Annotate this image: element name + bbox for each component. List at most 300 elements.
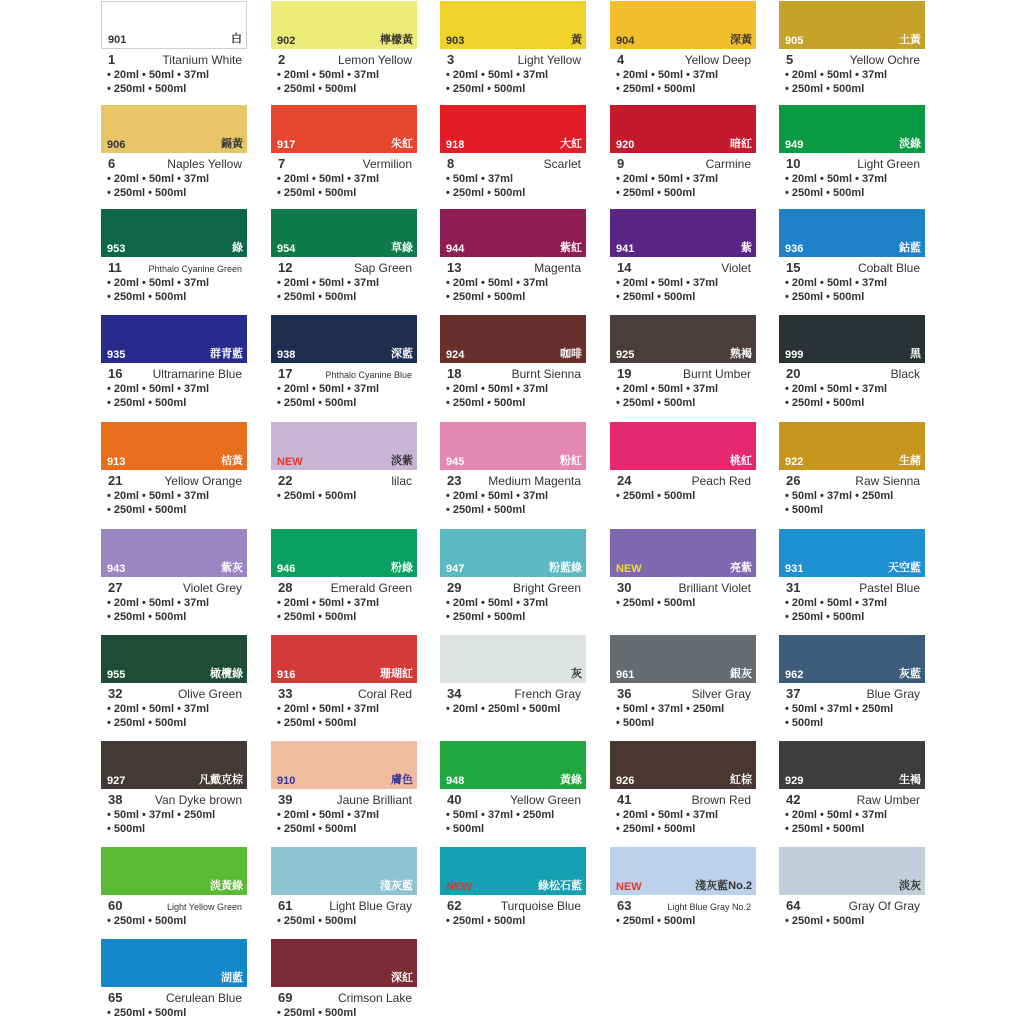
color-name: Light Green <box>857 157 920 171</box>
color-number: 63 <box>617 898 632 913</box>
color-code: 916 <box>277 669 296 681</box>
color-number: 40 <box>447 792 462 807</box>
color-item <box>271 741 417 835</box>
size-line: • 250ml • 500ml <box>446 397 526 409</box>
color-name: Burnt Sienna <box>511 367 581 381</box>
color-number: 33 <box>278 686 293 701</box>
size-options <box>107 808 247 836</box>
chinese-name: 群青藍 <box>210 348 243 360</box>
chinese-name: 橄欖綠 <box>210 668 243 680</box>
size-line: • 250ml • 500ml <box>446 504 526 516</box>
color-name: Gray Of Gray <box>848 899 920 913</box>
color-name: Burnt Umber <box>682 367 751 381</box>
color-swatch <box>271 847 417 895</box>
color-item <box>440 1 586 95</box>
size-options <box>446 276 586 304</box>
size-line: • 500ml <box>785 504 824 516</box>
size-line: • 250ml • 500ml <box>616 83 696 95</box>
size-line: • 20ml • 50ml • 37ml <box>107 597 210 609</box>
color-code: NEW <box>616 881 642 893</box>
size-line: • 250ml • 500ml <box>785 611 865 623</box>
color-item <box>440 422 586 516</box>
size-line: • 250ml • 500ml <box>446 611 526 623</box>
size-options <box>616 382 756 410</box>
color-swatch <box>271 209 417 257</box>
chinese-name: 灰 <box>571 668 582 680</box>
size-options <box>277 808 417 836</box>
color-number: 31 <box>786 580 801 595</box>
color-code: 962 <box>785 669 804 681</box>
color-number: 21 <box>108 473 123 488</box>
size-line: • 250ml • 500ml <box>616 397 696 409</box>
size-options <box>446 68 586 96</box>
color-number: 27 <box>108 580 123 595</box>
color-number: 34 <box>447 686 462 701</box>
color-item <box>271 209 417 303</box>
size-line: • 20ml • 50ml • 37ml <box>616 277 719 289</box>
size-options <box>107 1006 247 1020</box>
color-name: Sap Green <box>353 261 412 275</box>
size-line: • 250ml • 500ml <box>107 397 187 409</box>
color-code: 953 <box>107 243 126 255</box>
chinese-name: 凡戴克棕 <box>199 774 243 786</box>
chinese-name: 綠 <box>232 242 243 254</box>
size-options <box>277 596 417 624</box>
chinese-name: 土黃 <box>899 34 921 46</box>
color-name: Naples Yellow <box>167 157 242 171</box>
size-line: • 250ml • 500ml <box>616 490 696 502</box>
size-options <box>616 596 756 610</box>
chinese-name: 深藍 <box>391 348 413 360</box>
color-item <box>101 209 247 303</box>
size-line: • 250ml • 500ml <box>107 717 187 729</box>
color-code: NEW <box>616 563 642 575</box>
size-options <box>785 702 925 730</box>
size-line: • 250ml • 500ml <box>785 291 865 303</box>
size-line: • 20ml • 50ml • 37ml <box>107 69 210 81</box>
color-swatch <box>271 315 417 363</box>
size-options <box>785 596 925 624</box>
color-number: 24 <box>617 473 632 488</box>
color-code: 902 <box>277 35 296 47</box>
color-name: Brown Red <box>691 793 751 807</box>
color-swatch <box>610 635 756 683</box>
size-line: • 50ml • 37ml • 250ml <box>446 809 555 821</box>
size-options <box>277 914 417 928</box>
color-item <box>610 315 756 409</box>
color-swatch <box>779 315 925 363</box>
size-line: • 50ml • 37ml • 250ml <box>785 490 894 502</box>
color-code: 927 <box>107 775 126 787</box>
size-options <box>785 914 925 928</box>
color-name: Raw Umber <box>856 793 920 807</box>
color-number: 32 <box>108 686 123 701</box>
color-number: 3 <box>447 52 455 67</box>
color-name: Yellow Orange <box>164 474 242 488</box>
color-number: 19 <box>617 366 632 381</box>
color-swatch <box>440 635 586 683</box>
color-number: 18 <box>447 366 462 381</box>
color-swatch <box>779 1 925 49</box>
color-name: Medium Magenta <box>488 474 581 488</box>
color-name: Light Blue Gray No.2 <box>667 902 751 912</box>
color-name: Ultramarine Blue <box>152 367 242 381</box>
size-line: • 20ml • 50ml • 37ml <box>616 173 719 185</box>
size-line: • 250ml • 500ml <box>277 83 357 95</box>
size-options <box>616 172 756 200</box>
chinese-name: 紫灰 <box>221 562 243 574</box>
size-options <box>446 702 586 716</box>
chinese-name: 淺灰藍 <box>380 880 413 892</box>
size-line: • 20ml • 50ml • 37ml <box>446 277 549 289</box>
color-item <box>101 939 247 1019</box>
color-swatch <box>101 315 247 363</box>
color-name: Peach Red <box>691 474 751 488</box>
size-options <box>107 914 247 928</box>
color-name: Carmine <box>705 157 751 171</box>
color-code: 904 <box>616 35 635 47</box>
size-line: • 250ml • 500ml <box>616 823 696 835</box>
color-item <box>271 529 417 623</box>
color-name: Yellow Green <box>510 793 581 807</box>
color-swatch <box>101 209 247 257</box>
color-number: 1 <box>108 52 116 67</box>
color-item <box>779 105 925 199</box>
color-swatch <box>610 422 756 470</box>
size-line: • 250ml • 500ml <box>446 291 526 303</box>
size-options <box>107 489 247 517</box>
color-code: 961 <box>616 669 635 681</box>
chinese-name: 檸檬黃 <box>380 34 413 46</box>
color-number: 22 <box>278 473 293 488</box>
color-name: Pastel Blue <box>859 581 920 595</box>
color-swatch <box>440 422 586 470</box>
chinese-name: 淡灰 <box>899 880 921 892</box>
chinese-name: 淡黃綠 <box>210 880 243 892</box>
size-line: • 250ml • 500ml <box>616 187 696 199</box>
color-number: 69 <box>278 990 293 1005</box>
color-name: Light Yellow Green <box>166 902 242 912</box>
size-line: • 250ml • 500ml <box>446 187 526 199</box>
size-line: • 250ml • 500ml <box>277 291 357 303</box>
color-item <box>610 635 756 729</box>
color-name: Jaune Brilliant <box>336 793 412 807</box>
color-number: 13 <box>447 260 462 275</box>
color-code: 906 <box>107 139 126 151</box>
size-line: • 20ml • 50ml • 37ml <box>107 703 210 715</box>
chinese-name: 深紅 <box>391 972 413 984</box>
color-item <box>101 741 247 835</box>
color-swatch <box>101 422 247 470</box>
chinese-name: 暗紅 <box>730 138 752 150</box>
size-options <box>446 172 586 200</box>
size-options <box>277 276 417 304</box>
color-name: Silver Gray <box>691 687 751 701</box>
color-name: Brilliant Violet <box>678 581 751 595</box>
color-number: 10 <box>786 156 801 171</box>
color-number: 12 <box>278 260 293 275</box>
color-name: Violet Grey <box>182 581 242 595</box>
size-options <box>785 489 925 517</box>
size-options <box>277 382 417 410</box>
color-number: 2 <box>278 52 286 67</box>
color-number: 65 <box>108 990 123 1005</box>
color-code: 949 <box>785 139 804 151</box>
size-line: • 250ml • 500ml <box>107 611 187 623</box>
color-swatch <box>101 741 247 789</box>
chinese-name: 黃綠 <box>560 774 582 786</box>
size-options <box>616 808 756 836</box>
color-number: 8 <box>447 156 455 171</box>
color-code: 913 <box>107 456 126 468</box>
size-line: • 250ml • 500ml <box>277 717 357 729</box>
chinese-name: 深黃 <box>730 34 752 46</box>
chinese-name: 大紅 <box>560 138 582 150</box>
color-name: Crimson Lake <box>337 991 412 1005</box>
chinese-name: 珊瑚紅 <box>380 668 413 680</box>
color-swatch <box>271 939 417 987</box>
size-line: • 20ml • 50ml • 37ml <box>107 490 210 502</box>
color-swatch <box>610 315 756 363</box>
chinese-name: 銀灰 <box>730 668 752 680</box>
size-line: • 20ml • 50ml • 37ml <box>616 69 719 81</box>
color-swatch <box>440 315 586 363</box>
size-line: • 500ml <box>107 823 146 835</box>
color-number: 29 <box>447 580 462 595</box>
color-swatch <box>779 105 925 153</box>
size-options <box>107 596 247 624</box>
color-swatch <box>271 529 417 577</box>
chinese-name: 黑 <box>910 348 921 360</box>
color-swatch <box>779 422 925 470</box>
color-code: 903 <box>446 35 465 47</box>
color-swatch <box>271 741 417 789</box>
size-line: • 20ml • 50ml • 37ml <box>785 173 888 185</box>
color-item <box>101 1 247 95</box>
size-line: • 20ml • 50ml • 37ml <box>616 383 719 395</box>
color-swatch <box>101 939 247 987</box>
color-swatch <box>101 847 247 895</box>
color-name: Van Dyke brown <box>154 793 242 807</box>
color-item <box>271 939 417 1019</box>
chinese-name: 紫 <box>741 242 752 254</box>
size-line: • 250ml • 500ml <box>785 823 865 835</box>
size-line: • 20ml • 50ml • 37ml <box>277 809 380 821</box>
size-line: • 250ml • 500ml <box>107 1007 187 1019</box>
size-options <box>616 68 756 96</box>
chinese-name: 綠松石藍 <box>538 880 582 892</box>
color-item <box>779 1 925 95</box>
color-name: Magenta <box>534 261 581 275</box>
color-item <box>779 741 925 835</box>
size-line: • 20ml • 50ml • 37ml <box>785 277 888 289</box>
size-options <box>277 68 417 96</box>
size-line: • 20ml • 50ml • 37ml <box>446 490 549 502</box>
color-name: Yellow Ochre <box>849 53 920 67</box>
size-line: • 20ml • 50ml • 37ml <box>785 809 888 821</box>
color-code: 920 <box>616 139 635 151</box>
size-line: • 250ml • 500ml <box>107 83 187 95</box>
size-line: • 20ml • 250ml • 500ml <box>446 703 561 715</box>
size-line: • 250ml • 500ml <box>785 83 865 95</box>
color-item <box>101 422 247 516</box>
size-line: • 250ml • 500ml <box>277 915 357 927</box>
size-options <box>277 172 417 200</box>
size-line: • 20ml • 50ml • 37ml <box>277 173 380 185</box>
color-number: 20 <box>786 366 801 381</box>
color-code: 999 <box>785 349 804 361</box>
color-number: 62 <box>447 898 462 913</box>
color-swatch <box>440 105 586 153</box>
color-item <box>440 315 586 409</box>
color-name: Light Yellow <box>517 53 581 67</box>
color-name: Coral Red <box>357 687 412 701</box>
size-line: • 20ml • 50ml • 37ml <box>446 597 549 609</box>
color-item <box>610 847 756 927</box>
size-line: • 20ml • 50ml • 37ml <box>107 383 210 395</box>
color-number: 6 <box>108 156 116 171</box>
color-name: Violet <box>721 261 751 275</box>
chinese-name: 桔黃 <box>221 455 243 467</box>
color-code: 948 <box>446 775 465 787</box>
chinese-name: 亮紫 <box>730 562 752 574</box>
color-name: Titanium White <box>162 53 242 67</box>
size-options <box>616 702 756 730</box>
size-options <box>446 382 586 410</box>
color-item <box>440 847 586 927</box>
chinese-name: 淡綠 <box>899 138 921 150</box>
color-name: lilac <box>391 474 412 488</box>
color-code: 954 <box>277 243 296 255</box>
color-name: Light Blue Gray <box>329 899 412 913</box>
chinese-name: 熟褐 <box>730 348 752 360</box>
color-item <box>271 422 417 502</box>
chinese-name: 草綠 <box>391 242 413 254</box>
size-options <box>785 172 925 200</box>
size-line: • 500ml <box>446 823 485 835</box>
color-name: Phthalo Cyanine Green <box>148 264 242 274</box>
color-item <box>271 1 417 95</box>
color-item <box>610 1 756 95</box>
size-line: • 20ml • 50ml • 37ml <box>785 383 888 395</box>
color-code: 946 <box>277 563 296 575</box>
size-options <box>107 382 247 410</box>
color-number: 37 <box>786 686 801 701</box>
color-code: 918 <box>446 139 465 151</box>
color-item <box>610 529 756 609</box>
color-number: 42 <box>786 792 801 807</box>
color-number: 26 <box>786 473 801 488</box>
color-name: Blue Gray <box>866 687 920 701</box>
color-code: 910 <box>277 775 296 787</box>
color-item <box>779 847 925 927</box>
size-options <box>446 489 586 517</box>
size-options <box>616 489 756 503</box>
color-swatch <box>610 105 756 153</box>
color-swatch <box>440 209 586 257</box>
color-swatch <box>440 741 586 789</box>
color-code: 943 <box>107 563 126 575</box>
color-code: 905 <box>785 35 804 47</box>
size-options <box>446 808 586 836</box>
color-swatch <box>610 529 756 577</box>
color-name: Olive Green <box>177 687 242 701</box>
color-item <box>271 105 417 199</box>
size-line: • 20ml • 50ml • 37ml <box>446 383 549 395</box>
chinese-name: 淡紫 <box>391 455 413 467</box>
size-line: • 250ml • 500ml <box>616 915 696 927</box>
color-number: 39 <box>278 792 293 807</box>
color-number: 23 <box>447 473 462 488</box>
size-line: • 20ml • 50ml • 37ml <box>785 69 888 81</box>
size-line: • 50ml • 37ml • 250ml <box>785 703 894 715</box>
color-code: 938 <box>277 349 296 361</box>
color-number: 15 <box>786 260 801 275</box>
color-name: Vermilion <box>362 157 412 171</box>
size-line: • 20ml • 50ml • 37ml <box>785 597 888 609</box>
size-line: • 50ml • 37ml • 250ml <box>616 703 725 715</box>
size-options <box>107 276 247 304</box>
color-swatch <box>610 209 756 257</box>
color-code: 931 <box>785 563 804 575</box>
color-swatch <box>610 1 756 49</box>
color-number: 11 <box>108 260 122 275</box>
color-item <box>610 741 756 835</box>
size-options <box>616 914 756 928</box>
chinese-name: 黃 <box>571 34 582 46</box>
size-line: • 250ml • 500ml <box>277 397 357 409</box>
color-code: 935 <box>107 349 126 361</box>
color-number: 4 <box>617 52 625 67</box>
size-line: • 20ml • 50ml • 37ml <box>277 383 380 395</box>
size-line: • 20ml • 50ml • 37ml <box>616 809 719 821</box>
color-name: Cobalt Blue <box>857 261 920 275</box>
color-item <box>779 422 925 516</box>
size-line: • 250ml • 500ml <box>277 823 357 835</box>
chinese-name: 天空藍 <box>888 562 921 574</box>
size-line: • 50ml • 37ml <box>446 173 514 185</box>
size-line: • 500ml <box>785 717 824 729</box>
color-item <box>440 741 586 835</box>
color-item <box>440 529 586 623</box>
color-code: 945 <box>446 456 465 468</box>
color-number: 61 <box>278 898 293 913</box>
size-line: • 250ml • 500ml <box>616 291 696 303</box>
size-options <box>785 382 925 410</box>
chinese-name: 紅棕 <box>730 774 752 786</box>
chinese-name: 鎘黃 <box>221 138 243 150</box>
color-item <box>779 635 925 729</box>
color-item <box>779 315 925 409</box>
color-item <box>440 209 586 303</box>
color-name: Black <box>890 367 920 381</box>
size-line: • 20ml • 50ml • 37ml <box>277 69 380 81</box>
color-number: 30 <box>617 580 632 595</box>
color-number: 5 <box>786 52 794 67</box>
size-line: • 250ml • 500ml <box>107 915 187 927</box>
size-options <box>107 702 247 730</box>
color-item <box>440 105 586 199</box>
size-options <box>785 68 925 96</box>
chinese-name: 粉紅 <box>560 455 582 467</box>
chinese-name: 白 <box>231 33 242 45</box>
color-item <box>101 105 247 199</box>
chinese-name: 粉綠 <box>391 562 413 574</box>
color-name: Scarlet <box>543 157 581 171</box>
size-line: • 250ml • 500ml <box>107 187 187 199</box>
color-name: Cerulean Blue <box>165 991 242 1005</box>
chinese-name: 湖藍 <box>221 972 243 984</box>
